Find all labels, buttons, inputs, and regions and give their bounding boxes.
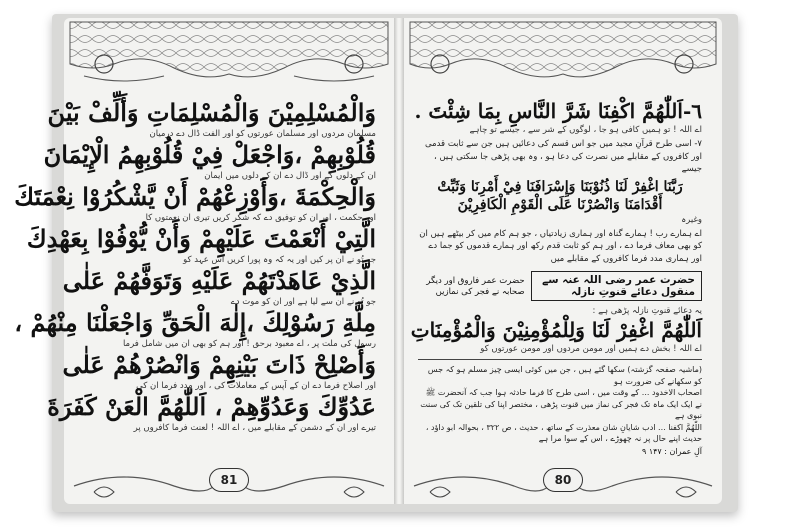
urdu-translation-3: اور حکمت ، اور ان کو توفیق دے کہ شکر کریں تیری ان نعمتوں کا — [145, 213, 376, 223]
arabic-line-1: وَالْمُسْلِمِيْنَ وَالْمُسْلِمَاتِ وَأَلِّفْ بَيْنَ — [47, 98, 376, 127]
footnote-divider — [418, 359, 702, 360]
page-number-right: 80 — [543, 468, 583, 492]
dua-6-arabic: ٦-اَللّٰهُمَّ اكْفِنَا شَرَّ النَّاسِ بِمَا شِئْتَ . — [414, 99, 702, 123]
urdu-translation-2: ان کے دلوں کے اور ڈال دے ان کے دلوں میں ایمان — [204, 171, 376, 181]
arabic-line-3: وَالْحِكْمَةَ ،وَأَوْزِعْهُمْ أَنْ يَّشْكُرُوْا نِعْمَتَكَ — [14, 182, 376, 211]
arabic-line-4: الَّتِيْ أَنْعَمْتَ عَلَيْهِمْ وَأَنْ يُّوْفُوْا بِعَهْدِكَ — [26, 224, 376, 253]
verse-reference-number: ٩ — [641, 446, 647, 456]
arabic-line-6: مِلَّةِ رَسُوْلِكَ ،إِلٰهَ الْحَقِّ وَاجْعَلْنَا مِنْهُمْ ، — [14, 308, 376, 337]
urdu-translation-5: جو تُو نے ان سے لیا ہے اور ان کو موت دے — [230, 297, 376, 307]
quran-verse-marker: وغیرہ — [681, 214, 702, 225]
arabic-line-7: وَأَصْلِحْ ذَاتَ بَيْنِهِمْ وَانْصُرْهُمْ عَلٰى — [62, 350, 376, 379]
floral-ornament-top-right — [404, 18, 722, 100]
dua-6-urdu: اے اللہ ! تو ہمیں کافی ہو جا ، لوگوں کے شر سے ، جیسے تو چاہے — [469, 125, 702, 135]
paragraph-7: ٧- اسی طرح قرآنِ مجید میں جو اس قسم کی دعائیں ہیں جن سے ثابت قدمی اور کافروں کے مقابلے میں نصرت کی دعا ہو ، وہ بھی پڑھی جا سکتی ہیں ، جیسے — [424, 139, 702, 174]
qunoot-dua-arabic: اَللّٰهُمَّ اغْفِرْ لَنَا وَلِلْمُؤْمِنِيْنَ وَالْمُؤْمِنَاتِ — [410, 318, 702, 342]
floral-ornament-top-left — [64, 18, 394, 100]
footnote-header: (ماشیہ صفحہ گزشتہ) سکھا گئے ہیں ، جن میں کوئی ایسی چیز مسلم ہو کہ جس کو سکھانے کی ضرورت ہو — [427, 365, 702, 386]
heading-boxed-title: حضرت عمر رضی اللہ عنہ سے منقول دعائے قنوتِ نازلہ — [531, 271, 702, 301]
quran-verse-translation: اے ہمارے رب ! ہمارے گناہ اور ہماری زیادتیاں ، جو ہم کام میں کر بیٹھے ہیں ان کو بھی معاف فرما دے ، اور ہم کو ثابت قدم رکھ اور ہمارے قدموں کو جما دے اور ہماری مدد فرما کافروں کے مقابلے میں — [419, 228, 702, 264]
intro-line: یہ دعائے قنوتِ نازلہ پڑھی ہے : — [592, 306, 702, 316]
verse-reference — [418, 447, 702, 456]
page-number-left: 81 — [209, 468, 249, 492]
urdu-translation-8: تیرے اور ان کے دشمن کے مقابلے میں ، اے اللہ ! لعنت فرما کافروں پر — [133, 423, 376, 433]
footnote-2: اللّٰهُمَّ اکفنا ... ادب شایانِ شان معذرت کے ساتھ ، حدیث ، ص ۳۲۲ ، بحوالہ ابو داؤد ، حدیث اپنے حال پر نہ چھوڑے ، اس کے سوا مرا ہے — [425, 422, 702, 443]
arabic-line-2: قُلُوْبِهِمْ ،وَاجْعَلْ فِيْ قُلُوْبِهِمُ الْإِيْمَانَ — [43, 140, 376, 169]
footnote-1: اصحاب الاخدود ... کے وقت میں ، اسی طرح کا فرما حادثہ ہوا جب کہ آنحضرت ﷺ نے ایک ایک ماہ تک فجر کی نماز میں قنوت پڑھی ، مختصر اپنا کی تلقین تک کی سنت نبوی ہے — [420, 388, 702, 420]
verse-reference-text: آلِ عمران : ۱۴۷ — [648, 446, 702, 456]
right-page — [404, 18, 722, 504]
urdu-translation-4: جو تُو نے ان پر کیں اور یہ کہ وہ پورا کریں اس عہد کو — [183, 255, 376, 265]
qunoot-heading — [418, 271, 702, 301]
urdu-translation-6: رسول کی ملت پر ، اے معبود برحق ! اور ہم کو بھی ان میں شامل فرما — [122, 339, 376, 349]
left-text-block — [14, 98, 376, 434]
book-gutter — [394, 18, 404, 504]
qunoot-dua-urdu: اے اللہ ! بخش دے ہمیں اور مومن مردوں اور مومن عورتوں کو — [480, 344, 702, 354]
quran-verse-arabic: رَبَّنَا اغْفِرْ لَنَا ذُنُوْبَنَا وَإِسْرَافَنَا فِيْ أَمْرِنَا وَثَبِّتْ أَقْدَامَنَا وَانْصُرْنَا عَلَى الْقَوْمِ الْكَافِرِيْنَ — [437, 178, 683, 213]
heading-side-note: حضرت عمر فاروق اور دیگر صحابہ نے فجر کی نمازیں — [426, 275, 525, 297]
left-page — [14, 18, 394, 504]
urdu-translation-1: مسلمان مردوں اور مسلمان عورتوں کو اور الفت ڈال دے درمیان — [149, 129, 376, 139]
right-text-block — [410, 98, 702, 456]
arabic-line-5: الَّذِيْ عَاهَدْتَهُمْ عَلَيْهِ وَتَوَفَّهُمْ عَلٰى — [62, 266, 376, 295]
arabic-line-8: عَدُوِّكَ وَعَدُوِّهِمْ ، اَللّٰهُمَّ الْعَنْ كَفَرَةَ — [47, 392, 376, 421]
urdu-translation-7: اور اصلاح فرما دے ان کے آپس کے معاملات کی ، اور مدد فرما ان کی — [136, 381, 376, 391]
